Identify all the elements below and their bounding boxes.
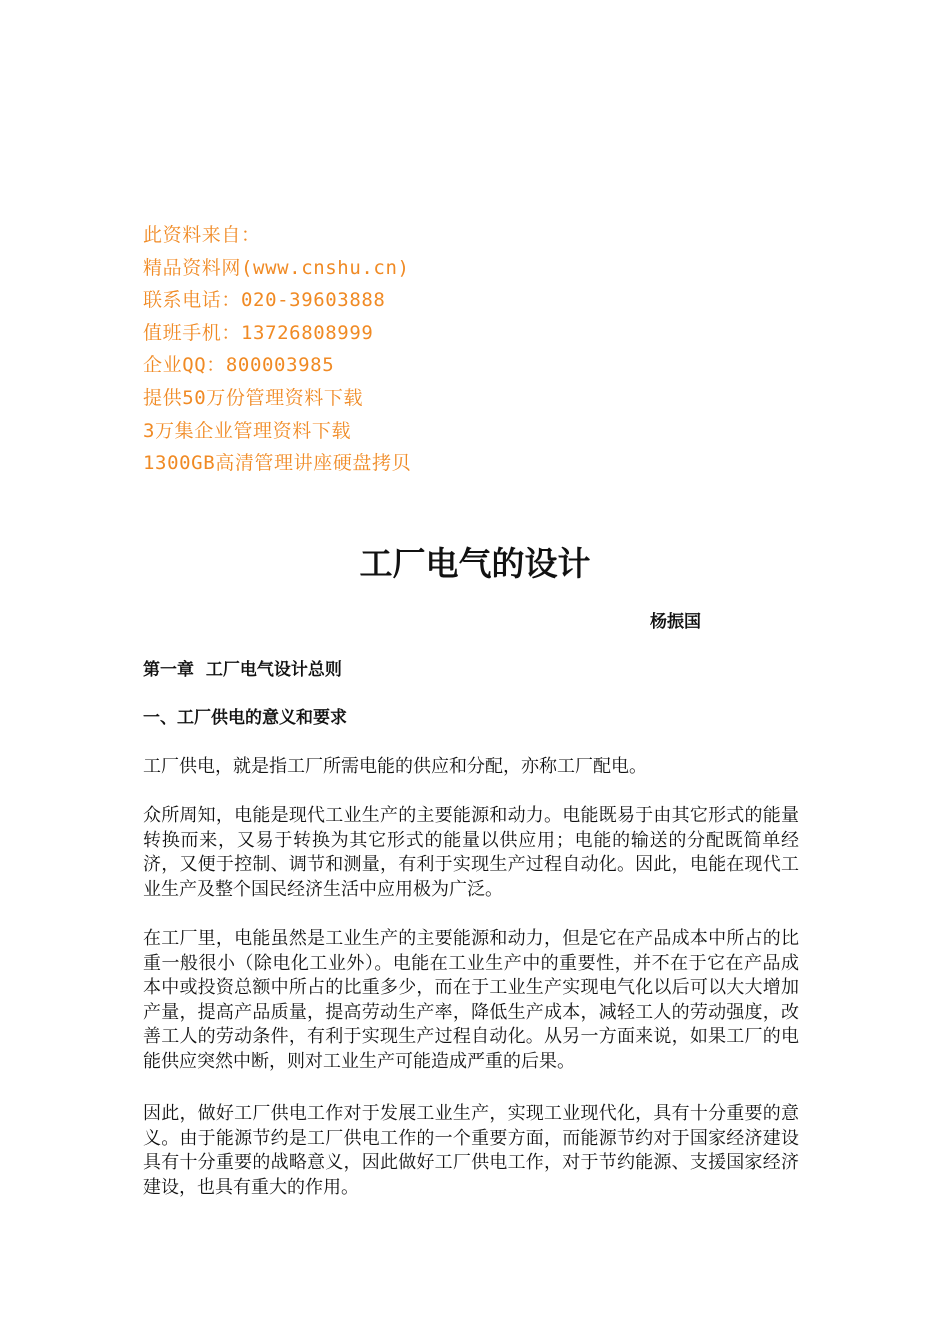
body-paragraph: 在工厂里，电能虽然是工业生产的主要能源和动力，但是它在产品成本中所占的比重一般很小（除电化工业外）。电能在工业生产中的重要性，并不在于它在产品成本中或投资总额中所占的比重多少，而在于工业生产实现电气化以后可以大大增加产量，提高产品质量，提高劳动生产率，降低生产成本，减轻工人的劳动强度，改善工人的劳动条件，有利于实现生产过程自动化。从另一方面来说，如果工厂的电能供应突然中断，则对工业生产可能造成严重的后果。 <box>143 928 799 1072</box>
source-info-block <box>143 219 703 480</box>
promo-offer-line: 1300GB高清管理讲座硬盘拷贝 <box>143 452 412 475</box>
source-website-line: 精品资料网(www.cnshu.cn) <box>143 256 410 279</box>
mobile-phone-line: 值班手机：13726808999 <box>143 321 374 344</box>
chapter-heading: 第一章 工厂电气设计总则 <box>143 660 342 680</box>
section-heading: 一、工厂供电的意义和要求 <box>143 708 347 728</box>
body-paragraph: 众所周知，电能是现代工业生产的主要能源和动力。电能既易于由其它形式的能量转换而来，又易于转换为其它形式的能量以供应用；电能的输送的分配既简单经济，又便于控制、调节和测量，有利于实现生产过程自动化。因此，电能在现代工业生产及整个国民经济生活中应用极为广泛。 <box>143 805 799 900</box>
contact-phone-line: 联系电话：020-39603888 <box>143 289 386 312</box>
source-info-line: 此资料来自： <box>143 224 261 246</box>
body-paragraph: 因此，做好工厂供电工作对于发展工业生产，实现工业现代化，具有十分重要的意义。由于能源节约是工厂供电工作的一个重要方面，而能源节约对于国家经济建设具有十分重要的战略意义，因此做好工厂供电工作，对于节约能源、支援国家经济建设，也具有重大的作用。 <box>143 1103 799 1198</box>
promo-offer-line: 3万集企业管理资料下载 <box>143 419 352 442</box>
promo-offer-line: 提供50万份管理资料下载 <box>143 386 364 409</box>
company-qq-line: 企业QQ：800003985 <box>143 354 335 377</box>
author-name: 杨振国 <box>650 612 701 632</box>
document-title: 工厂电气的设计 <box>359 544 591 583</box>
body-paragraph: 工厂供电，就是指工厂所需电能的供应和分配，亦称工厂配电。 <box>143 756 647 777</box>
